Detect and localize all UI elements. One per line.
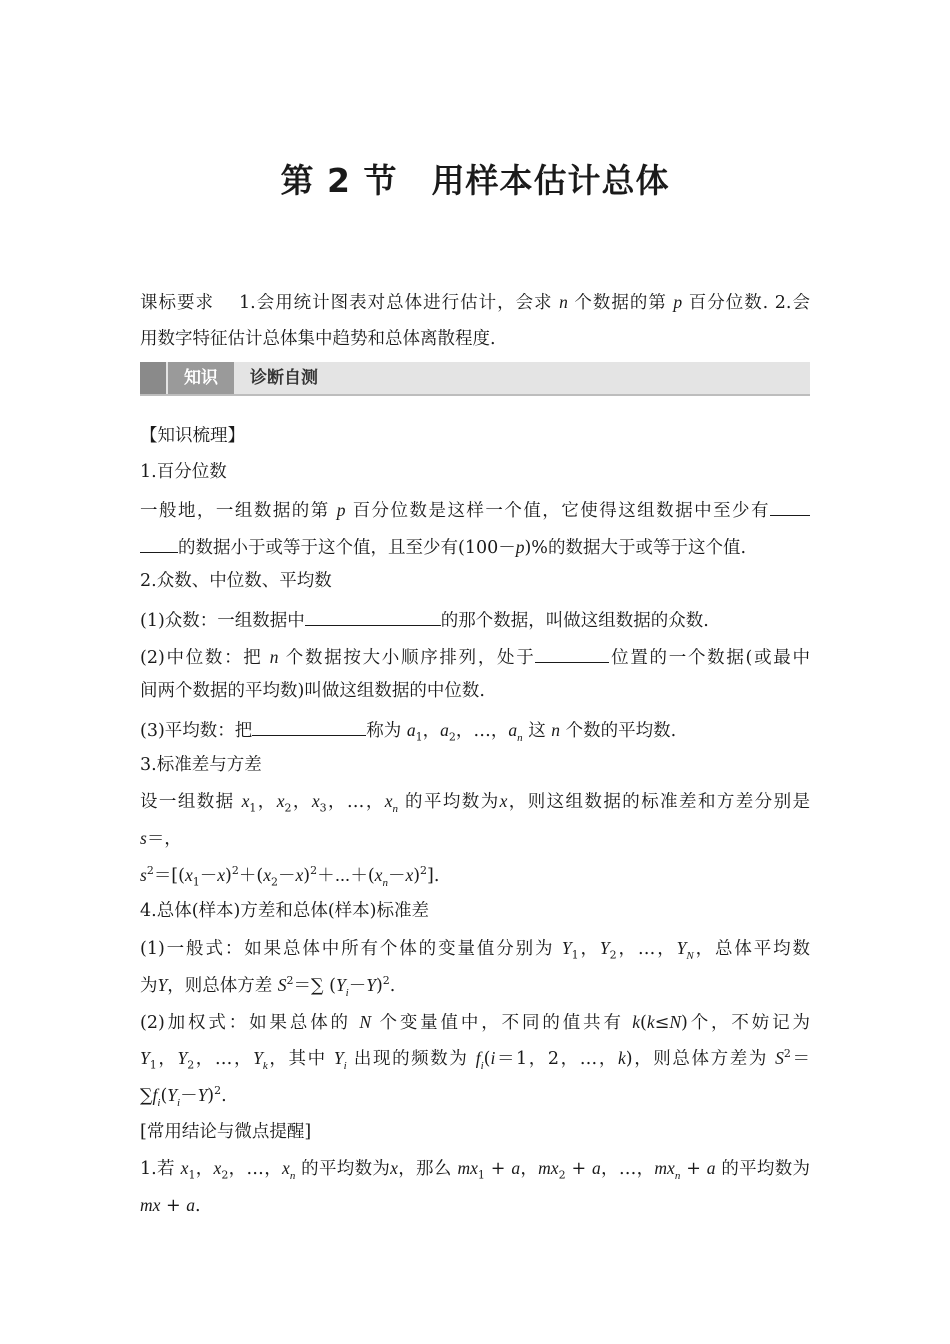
section-3-title: 3.标准差与方差 <box>140 755 262 775</box>
paragraph-mode: (1)众数：一组数据中 的那个数据，叫做这组数据的众数. <box>140 608 810 631</box>
requirement-line-1: 课标要求 1.会用统计图表对总体进行估计，会求 n 个数据的第 p 百分位数. 2.会 <box>140 292 810 313</box>
requirement-label: 课标要求 <box>140 293 214 313</box>
section-banner <box>140 362 810 396</box>
paragraph-percentile-1: 一般地，一组数据的第 p 百分位数是这样一个值，它使得这组数据中至少有 <box>140 498 810 521</box>
page-title: 第 2 节 用样本估计总体 <box>280 161 670 200</box>
banner-decoration <box>140 362 166 394</box>
paragraph-median-2: 间两个数据的平均数)叫做这组数据的中位数. <box>140 681 485 701</box>
paragraph-std-2: s＝， <box>140 828 182 849</box>
paragraph-weighted-2: $Y_1$，$Y_2$，…，$Y_k$，其中 $Y_i$ 出现的频数为 $f_i(i=1$，2，…，k)，则总体方差为 $S^2=$ <box>140 1047 810 1072</box>
conclusion-1-line-1: 1.若 $x_1$，$x_2$，…，$x_n$ 的平均数为x，那么 $mx_1 + a$，$mx_2 + a$，…，$mx_n + a$ 的平均数为 <box>140 1158 811 1182</box>
paragraph-std-1: 设一组数据 $x_1$，$x_2$，$x_3$，…，$x_n$ 的平均数为x，则这组数据的标准差和方差分别是 <box>140 791 811 815</box>
paragraph-general-1: (1)一般式：如果总体中所有个体的变量值分别为 $Y_1$，$Y_2$，…，$Y_N$，总体平均数 <box>140 938 811 962</box>
common-conclusions-heading: [常用结论与微点提醒] <box>140 1122 312 1142</box>
paragraph-mean: (3)平均数：把 称为 $a_1$，$a_2$，…，$a_n$ 这 n 个数的平均数. <box>140 720 677 744</box>
banner-heading: 诊断自测 <box>250 368 318 388</box>
paragraph-weighted-3: $\sum f_i(Y_i-Y)^2$. <box>140 1084 227 1109</box>
conclusion-1-line-2: mx + a. <box>140 1195 201 1216</box>
paragraph-weighted-1: (2)加权式：如果总体的 N 个变量值中，不同的值共有 k(k≤N)个，不妨记为 <box>140 1012 811 1033</box>
section-2-title: 2.众数、中位数、平均数 <box>140 571 332 591</box>
paragraph-variance: $s^2=[(x_1-x)^2+(x_2-x)^2+\cdots+(x_n-x)^2]$. <box>140 864 440 889</box>
knowledge-heading: 【知识梳理】 <box>140 426 245 446</box>
paragraph-general-2: 为Y，则总体方差 $S^2=\sum$ $(Y_i-Y)^2$. <box>140 974 396 999</box>
requirement-line-2: 用数字特征估计总体集中趋势和总体离散程度. <box>140 329 496 349</box>
paragraph-median-1: (2)中位数：把 n 个数据按大小顺序排列，处于 位置的一个数据(或最中 <box>140 647 810 668</box>
banner-tag: 知识 <box>168 362 234 394</box>
paragraph-percentile-2: 的数据小于或等于这个值，且至少有(100－p)%的数据大于或等于这个值. <box>140 535 810 558</box>
section-1-title: 1.百分位数 <box>140 462 227 482</box>
section-4-title: 4.总体(样本)方差和总体(样本)标准差 <box>140 901 430 921</box>
